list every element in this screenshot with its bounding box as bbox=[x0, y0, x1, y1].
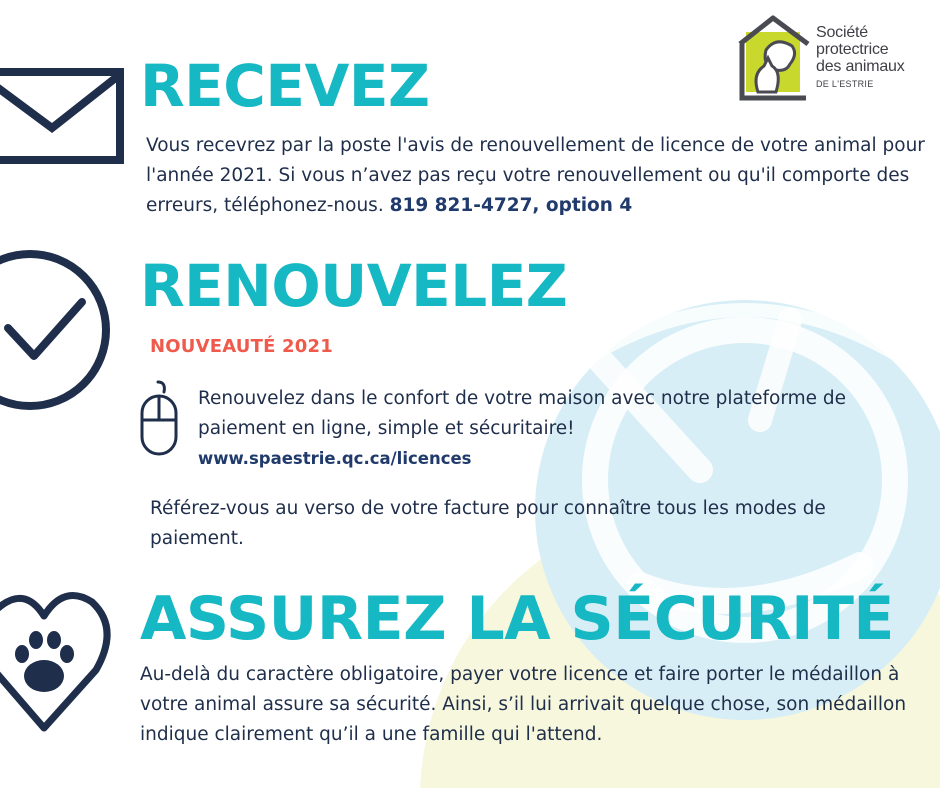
logo-line-1: Société bbox=[816, 24, 868, 41]
recevez-text: Vous recevrez par la poste l'avis de renouvellement de licence de votre animal pour l'année 2021. Si vous n’avez pas reçu votre renouvellement ou qu'il comporte des erreurs, téléphonez-nous. bbox=[146, 135, 925, 216]
renouvelez-heading: RENOUVELEZ bbox=[140, 252, 568, 320]
paw-icon bbox=[15, 631, 74, 692]
logo-line-3: des animaux bbox=[816, 58, 905, 75]
heart-paw-icon bbox=[0, 572, 130, 740]
checkmark-circle-icon bbox=[0, 248, 112, 412]
computer-mouse-icon bbox=[138, 380, 180, 458]
renouvelez-text: Renouvelez dans le confort de votre maison avec notre plateforme de paiement en ligne, simple et sécuritaire! bbox=[198, 388, 847, 439]
new-2021-label: NOUVEAUTÉ 2021 bbox=[150, 336, 333, 357]
phone-number[interactable]: 819 821-4727, option 4 bbox=[389, 195, 633, 216]
house-dog-cat-logo-icon bbox=[736, 14, 812, 102]
logo-line-2: protectrice bbox=[816, 41, 889, 58]
spa-estrie-logo bbox=[736, 14, 936, 106]
logo-line-4: DE L'ESTRIE bbox=[816, 79, 874, 89]
recevez-paragraph bbox=[146, 131, 926, 221]
securite-heading: ASSUREZ LA SÉCURITÉ bbox=[140, 584, 894, 654]
licences-link[interactable]: www.spaestrie.qc.ca/licences bbox=[198, 449, 472, 468]
securite-paragraph: Au-delà du caractère obligatoire, payer votre licence et faire porter le médaillon à votre animal assure sa sécurité. Ainsi, s’il lui arrivait quelque chose, son médaillon indique clairement qu’il a une famille qui l'attend. bbox=[140, 664, 907, 745]
recevez-heading: RECEVEZ bbox=[140, 52, 430, 120]
payment-modes-paragraph: Référez-vous au verso de votre facture pour connaître tous les modes de paiement. bbox=[150, 498, 826, 549]
renouvelez-paragraph bbox=[198, 384, 898, 474]
envelope-icon bbox=[0, 66, 128, 166]
